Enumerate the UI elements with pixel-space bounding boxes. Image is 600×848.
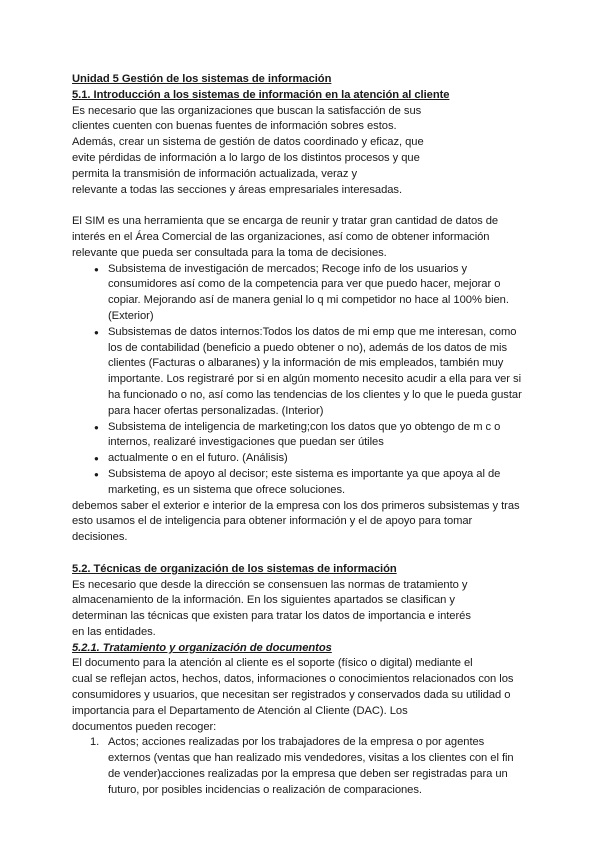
paragraph-line: cual se reflejan actos, hechos, datos, informaciones o conocimientos relacionados con los [72, 673, 514, 686]
list-item-line: Subsistemas de datos internos:Todos los datos de mi emp que me interesan, como [108, 325, 517, 338]
paragraph-line: decisiones. [72, 531, 128, 544]
paragraph-line: consumidores y usuarios, que necesitan ser registrados y conservados dada su utilidad o [72, 689, 511, 702]
list-item-line: ha funcionado o no, así como las tendencias de los clientes y lo que le pueda gustar [108, 388, 522, 401]
bullet-icon: ● [94, 422, 99, 432]
list-item-line: para hacer ofertas personalizadas. (Interior) [108, 404, 324, 417]
paragraph-line: esto usamos el de inteligencia para obtener información y el de apoyo para tomar [72, 515, 473, 528]
paragraph-line: permita la transmisión de información actualizada, veraz y [72, 167, 357, 180]
documents-list [72, 735, 532, 798]
paragraph-line: interés en el Área Comercial de las organizaciones, así como de obtener información [72, 230, 490, 243]
paragraph-line: Además, crear un sistema de gestión de datos coordinado y eficaz, que [72, 136, 424, 149]
paragraph-line: clientes cuenten con buenas fuentes de información sobres estos. [72, 120, 397, 133]
paragraph-line: en las entidades. [72, 625, 156, 638]
section-5-1-intro [72, 104, 532, 199]
section-5-2-1-intro [72, 656, 532, 735]
document-page [72, 72, 532, 799]
list-item-line: de vender)acciones realizadas por la empresa que deben ser registradas para un [108, 768, 508, 781]
paragraph-line: Es necesario que desde la dirección se consensuen las normas de tratamiento y [72, 578, 468, 591]
sim-paragraph [72, 214, 532, 261]
paragraph-line: debemos saber el exterior e interior de la empresa con los dos primeros subsistemas y tras [72, 499, 520, 512]
list-item-line: internos, realizaré investigaciones que puedan ser útiles [108, 436, 384, 449]
bullet-icon: ● [94, 264, 99, 274]
unit-title: Unidad 5 Gestión de los sistemas de información [72, 73, 332, 85]
section-5-2-intro [72, 578, 532, 641]
section-5-2-1-heading: 5.2.1. Tratamiento y organización de documentos [72, 641, 332, 654]
list-item [72, 420, 532, 452]
paragraph-line: determinan las técnicas que existen para tratar los datos de importancia e interés [72, 610, 471, 623]
section-5-1-heading: 5.1. Introducción a los sistemas de información en la atención al cliente [72, 88, 450, 101]
paragraph-line: evite pérdidas de información a lo largo de los distintos procesos y que [72, 151, 420, 164]
list-number: 1. [90, 736, 100, 749]
subsystems-conclusion [72, 499, 532, 546]
bullet-icon: ● [94, 454, 99, 464]
list-item-line: Subsistema de investigación de mercados; Recoge info de los usuarios y [108, 262, 468, 275]
list-item-line: (Exterior) [108, 309, 154, 322]
list-item-line: externos (ventas que han realizado mis vendedores, visitas a los clientes con el fin [108, 752, 514, 765]
list-item-line: Actos; acciones realizadas por los trabajadores de la empresa o por agentes [108, 736, 485, 749]
list-item-line: marketing, es un sistema que ofrece soluciones. [108, 483, 346, 496]
list-item-line: copiar. Mejorando así de manera genial lo q mi competidor no hace al 100% bien. [108, 294, 509, 307]
paragraph-line: relevante a todas las secciones y áreas empresariales interesadas. [72, 183, 403, 196]
list-item-line: actualmente o en el futuro. (Análisis) [108, 452, 288, 465]
bullet-icon: ● [94, 469, 99, 479]
list-item-line: clientes (Facturas o albaranes) y la información de mis empleados, también muy [108, 357, 504, 370]
list-item-line: Subsistema de apoyo al decisor; este sistema es importante ya que apoya al de [108, 467, 501, 480]
list-item-line: Subsistema de inteligencia de marketing;con los datos que yo obtengo de m c o [108, 420, 501, 433]
list-item [72, 325, 532, 420]
paragraph-line: Es necesario que las organizaciones que buscan la satisfacción de sus [72, 104, 422, 117]
paragraph-line: importancia para el Departamento de Atención al Cliente (DAC). Los [72, 704, 408, 717]
list-item [72, 735, 532, 798]
paragraph-line: El SIM es una herramienta que se encarga de reunir y tratar gran cantidad de datos de [72, 215, 499, 228]
list-item-line: futuro, por posibles incidencias o realización de comparaciones. [108, 783, 422, 796]
subsystems-list [72, 262, 532, 499]
paragraph-line: almacenamiento de la información. En los siguientes apartados se clasifican y [72, 594, 455, 607]
paragraph-line: relevante que pueda ser consultada para la toma de decisiones. [72, 246, 387, 259]
paragraph-line: El documento para la atención al cliente es el soporte (físico o digital) mediante el [72, 657, 473, 670]
list-item-line: los de contabilidad (beneficio a puedo obtener o no), además de los datos de mis [108, 341, 508, 354]
bullet-icon: ● [94, 327, 99, 337]
list-item [72, 451, 532, 467]
list-item [72, 262, 532, 325]
list-item-line: consumidores así como de la competencia para ver que puedo hacer, mejorar o [108, 278, 501, 291]
list-item-line: importante. Los registraré por si en algún momento necesito acudir a ella para ver si [108, 373, 522, 386]
paragraph-line: documentos pueden recoger: [72, 720, 217, 733]
section-5-2-heading: 5.2. Técnicas de organización de los sistemas de información [72, 562, 397, 575]
list-item [72, 467, 532, 499]
